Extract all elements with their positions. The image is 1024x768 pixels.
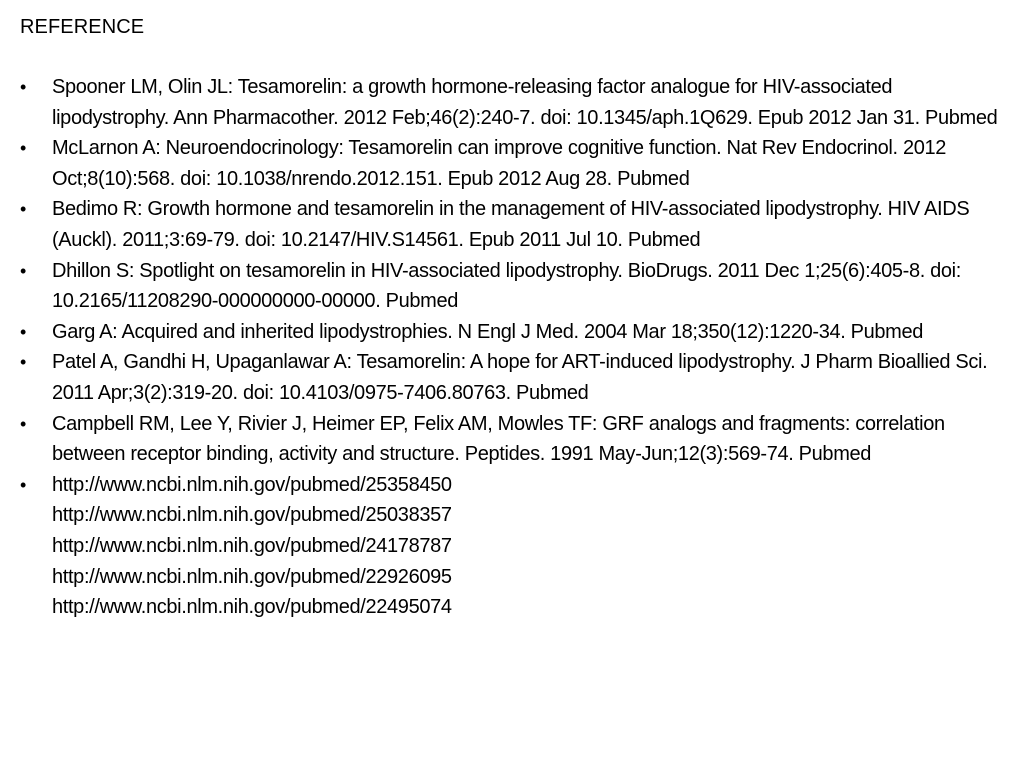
pubmed-link[interactable]: http://www.ncbi.nlm.nih.gov/pubmed/25038357 xyxy=(52,504,452,527)
reference-text: McLarnon A: Neuroendocrinology: Tesamorelin can improve cognitive function. Nat Rev Endocrinol. 2012 Oct;8(10):568. doi: 10.1038/nrendo.2012.151. Epub 2012 Aug 28. Pubmed xyxy=(52,137,947,190)
reference-text: Bedimo R: Growth hormone and tesamorelin in the management of HIV-associated lipodystrophy. HIV AIDS (Auckl). 2011;3:69-79. doi: 10.2147/HIV.S14561. Epub 2011 Jul 10. Pubmed xyxy=(52,198,970,251)
page-title: REFERENCE xyxy=(20,16,145,38)
reference-list xyxy=(20,72,1008,623)
reference-item xyxy=(20,347,1008,408)
reference-item xyxy=(20,409,1008,470)
reference-item xyxy=(20,72,1008,133)
pubmed-link[interactable]: http://www.ncbi.nlm.nih.gov/pubmed/22926095 xyxy=(52,565,452,588)
pubmed-link[interactable]: http://www.ncbi.nlm.nih.gov/pubmed/25358450 xyxy=(52,473,452,496)
url-list-item xyxy=(20,470,1008,623)
reference-text: Campbell RM, Lee Y, Rivier J, Heimer EP, Felix AM, Mowles TF: GRF analogs and fragments: correlation between receptor binding, activity and structure. Peptides. 1991 May-Jun;12(3):569-74. Pubmed xyxy=(52,412,945,466)
bullet-icon: • xyxy=(20,474,26,495)
pubmed-link[interactable]: http://www.ncbi.nlm.nih.gov/pubmed/24178787 xyxy=(52,534,452,557)
bullet-icon: • xyxy=(20,352,26,373)
bullet-icon: • xyxy=(20,260,26,281)
reference-item xyxy=(20,133,1008,194)
reference-item xyxy=(20,317,1008,348)
reference-text: Garg A: Acquired and inherited lipodystrophies. N Engl J Med. 2004 Mar 18;350(12):1220-34. Pubmed xyxy=(52,320,924,343)
bullet-icon: • xyxy=(20,199,26,220)
bullet-icon: • xyxy=(20,321,26,342)
bullet-icon: • xyxy=(20,138,26,159)
reference-text: Dhillon S: Spotlight on tesamorelin in HIV-associated lipodystrophy. BioDrugs. 2011 Dec 1;25(6):405-8. doi: 10.2165/11208290-000000000-00000. Pubmed xyxy=(52,259,961,313)
reference-text: Patel A, Gandhi H, Upaganlawar A: Tesamorelin: A hope for ART-induced lipodystrophy. J Pharm Bioallied Sci. 2011 Apr;3(2):319-20. doi: 10.4103/0975-7406.80763. Pubmed xyxy=(52,351,988,404)
reference-text: Spooner LM, Olin JL: Tesamorelin: a growth hormone-releasing factor analogue for HIV-associated lipodystrophy. Ann Pharmacother. 2012 Feb;46(2):240-7. doi: 10.1345/aph.1Q629. Epub 2012 Jan 31. Pubmed xyxy=(52,76,998,129)
bullet-icon: • xyxy=(20,77,26,97)
pubmed-link[interactable]: http://www.ncbi.nlm.nih.gov/pubmed/22495074 xyxy=(52,596,452,619)
reference-item xyxy=(20,194,1008,255)
bullet-icon: • xyxy=(20,413,26,434)
reference-item xyxy=(20,256,1008,317)
